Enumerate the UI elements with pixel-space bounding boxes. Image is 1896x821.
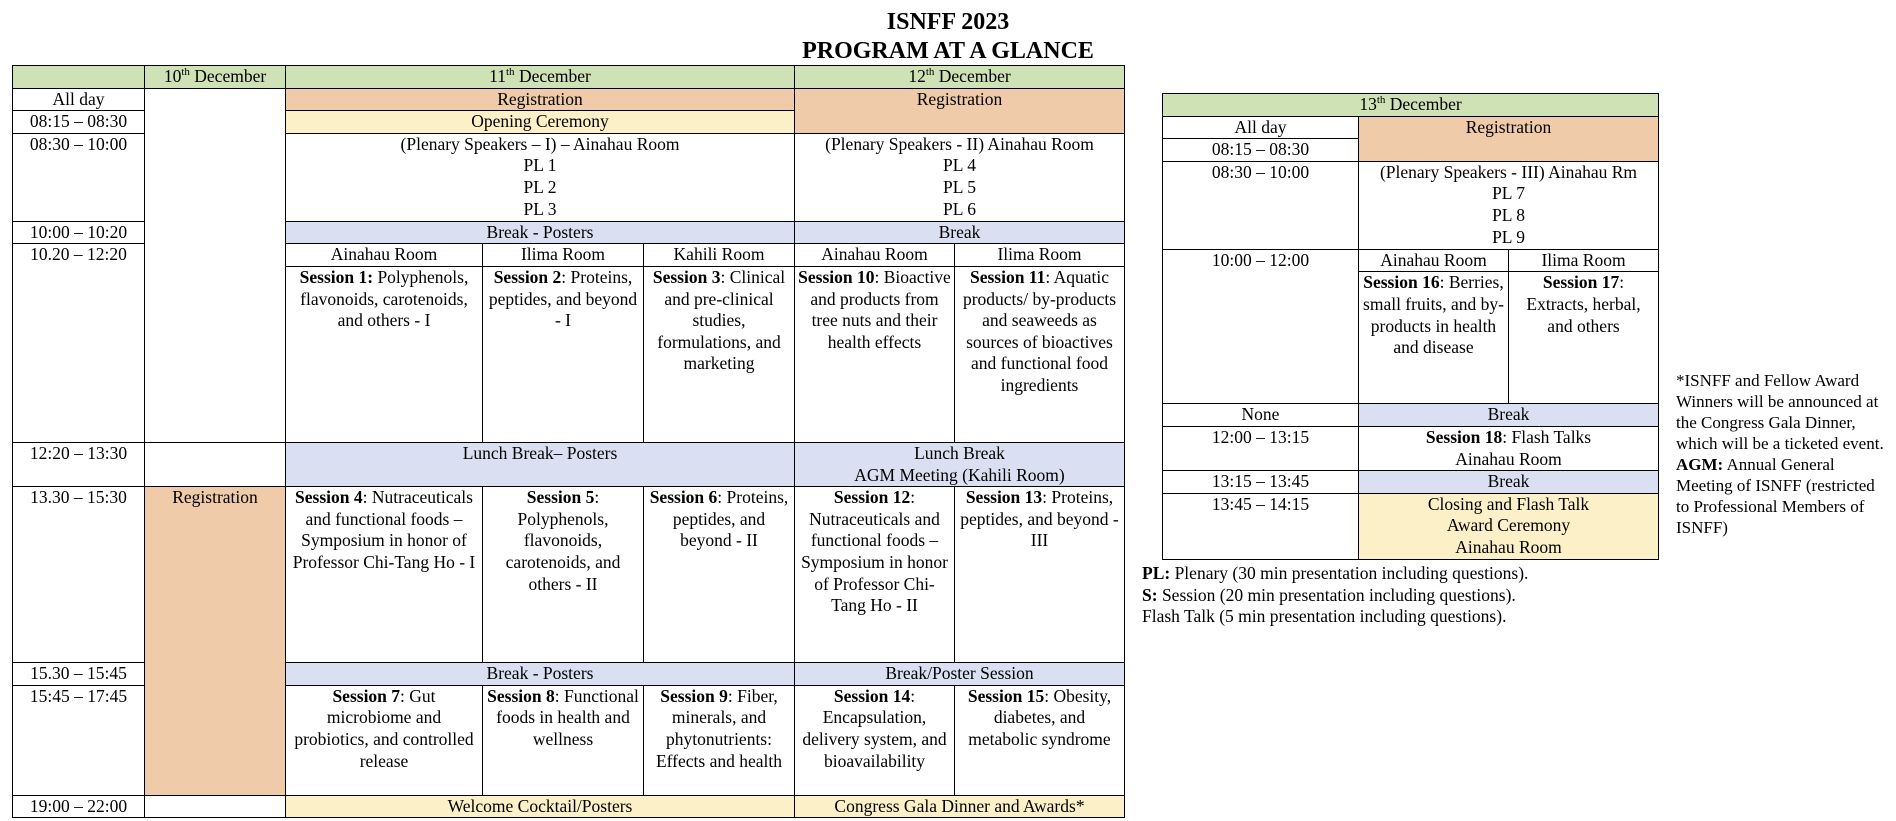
time-1220: 12:20 – 13:30 xyxy=(13,442,145,486)
header-dec-11: 11th December xyxy=(286,66,795,89)
dec13-time-1000: 10:00 – 12:00 xyxy=(1163,249,1359,404)
plenary-dec11-title: (Plenary Speakers – I) – Ainahau Room xyxy=(400,133,680,154)
plenary-pl2: PL 2 xyxy=(523,176,557,197)
plenary-pl7: PL 7 xyxy=(1492,183,1525,204)
agm-note: AGM: Annual General Meeting of ISNFF (restricted to Professional Members of ISNFF) xyxy=(1676,455,1875,537)
dec13-time-none: None xyxy=(1163,404,1359,427)
plenary-pl8: PL 8 xyxy=(1492,204,1525,225)
session-12: Session 12: Nutraceuticals and functional foods – Symposium in honor of Professor Chi-Tang Ho - II xyxy=(795,487,955,663)
session-7: Session 7: Gut microbiome and probiotics, and controlled release xyxy=(286,685,483,795)
dec13-time-0815: 08:15 – 08:30 xyxy=(1163,139,1359,162)
header-blank xyxy=(13,66,145,89)
registration-dec10: Registration xyxy=(145,487,286,796)
closing-line1: Closing and Flash Talk xyxy=(1427,493,1590,514)
legend-flash: Flash Talk (5 min presentation including questions). xyxy=(1142,606,1507,626)
gala-dinner: Congress Gala Dinner and Awards* xyxy=(795,795,1125,818)
header-dec-13: 13th December xyxy=(1163,94,1659,117)
session-17: Session 17: Extracts, herbal, and others xyxy=(1509,272,1659,404)
dec10-evening-empty xyxy=(145,795,286,818)
time-1530: 15.30 – 15:45 xyxy=(13,663,145,686)
session-13: Session 13: Proteins, peptides, and beyond - III xyxy=(955,487,1125,663)
page-title: ISNFF 2023 xyxy=(886,9,1010,35)
break-posters-afternoon: Break - Posters xyxy=(286,663,795,686)
session-6: Session 6: Proteins, peptides, and beyond - II xyxy=(644,487,795,663)
plenary-dec12 xyxy=(795,133,1125,221)
session-18: Session 18: Flash Talks Ainahau Room xyxy=(1359,426,1659,470)
dec13-time-1345: 13:45 – 14:15 xyxy=(1163,493,1359,559)
dec13-time-allday: All day xyxy=(1163,116,1359,139)
header-dec-10: 10th December xyxy=(145,66,286,89)
lunch-dec12 xyxy=(795,442,1125,486)
room-ilima-1: Ilima Room xyxy=(483,244,644,267)
dec13-schedule-table xyxy=(1162,93,1659,560)
session-18-room: Ainahau Room xyxy=(1455,448,1562,469)
break-poster-session: Break/Poster Session xyxy=(795,663,1125,686)
session-14: Session 14: Encapsulation, delivery system, and bioavailability xyxy=(795,685,955,795)
session-9: Session 9: Fiber, minerals, and phytonutrients: Effects and health xyxy=(644,685,795,795)
plenary-dec13-title: (Plenary Speakers - III) Ainahau Rm xyxy=(1379,161,1638,182)
dec10-morning-empty xyxy=(145,88,286,442)
plenary-pl3: PL 3 xyxy=(523,198,557,219)
session-2: Session 2: Proteins, peptides, and beyond - I xyxy=(483,266,644,442)
award-note xyxy=(1676,370,1890,538)
time-1000: 10:00 – 10:20 xyxy=(13,221,145,244)
closing-line2: Award Ceremony xyxy=(1446,515,1571,536)
time-1330: 13.30 – 15:30 xyxy=(13,487,145,663)
legend xyxy=(1142,563,1562,628)
dec13-time-1200: 12:00 – 13:15 xyxy=(1163,426,1359,470)
time-0830: 08:30 – 10:00 xyxy=(13,133,145,221)
plenary-pl5: PL 5 xyxy=(943,176,976,197)
session-4: Session 4: Nutraceuticals and functional foods – Symposium in honor of Professor Chi-Tang Ho - I xyxy=(286,487,483,663)
plenary-pl9: PL 9 xyxy=(1492,226,1525,247)
session-15: Session 15: Obesity, diabetes, and metabolic syndrome xyxy=(955,685,1125,795)
dec13-room-ainahau: Ainahau Room xyxy=(1359,249,1509,272)
session-8: Session 8: Functional foods in health and wellness xyxy=(483,685,644,795)
plenary-pl1: PL 1 xyxy=(523,155,557,176)
dec10-lunch-empty xyxy=(145,442,286,486)
registration-dec11: Registration xyxy=(286,88,795,111)
time-1545: 15:45 – 17:45 xyxy=(13,685,145,795)
lunch-break-label: Lunch Break xyxy=(914,442,1005,463)
session-16: Session 16: Berries, small fruits, and by-products in health and disease xyxy=(1359,272,1509,404)
time-allday: All day xyxy=(13,88,145,111)
plenary-dec13 xyxy=(1359,161,1659,249)
time-0815: 08:15 – 08:30 xyxy=(13,111,145,134)
dec13-break-1: Break xyxy=(1359,404,1659,427)
lunch-dec11: Lunch Break– Posters xyxy=(286,442,795,486)
room-ilima-2: Ilima Room xyxy=(955,244,1125,267)
dec13-break-2: Break xyxy=(1359,471,1659,494)
dec13-time-0830: 08:30 – 10:00 xyxy=(1163,161,1359,249)
time-1020: 10.20 – 12:20 xyxy=(13,244,145,443)
award-note-text: *ISNFF and Fellow Award Winners will be announced at the Congress Gala Dinner, which will be a ticketed event. xyxy=(1676,371,1884,453)
session-10: Session 10: Bioactive and products from tree nuts and their health effects xyxy=(795,266,955,442)
welcome-cocktail: Welcome Cocktail/Posters xyxy=(286,795,795,818)
legend-plenary: PL: Plenary (30 min presentation including questions). xyxy=(1142,563,1529,583)
closing-line3: Ainahau Room xyxy=(1455,536,1562,557)
header-dec-12: 12th December xyxy=(795,66,1125,89)
plenary-pl4: PL 4 xyxy=(943,155,976,176)
legend-session: S: Session (20 min presentation including questions). xyxy=(1142,584,1516,605)
plenary-pl6: PL 6 xyxy=(943,198,976,219)
session-5: Session 5: Polyphenols, flavonoids, carotenoids, and others - II xyxy=(483,487,644,663)
page-subtitle: PROGRAM AT A GLANCE xyxy=(802,38,1094,64)
registration-dec12: Registration xyxy=(795,88,1125,133)
dec13-room-ilima: Ilima Room xyxy=(1509,249,1659,272)
room-ainahau-1: Ainahau Room xyxy=(286,244,483,267)
plenary-dec12-title: (Plenary Speakers - II) Ainahau Room xyxy=(825,133,1094,154)
break-dec12-morning: Break xyxy=(795,221,1125,244)
break-posters-morning: Break - Posters xyxy=(286,221,795,244)
session-3: Session 3: Clinical and pre-clinical studies, formulations, and marketing xyxy=(644,266,795,442)
plenary-dec11 xyxy=(286,133,795,221)
time-1900: 19:00 – 22:00 xyxy=(13,795,145,818)
opening-ceremony: Opening Ceremony xyxy=(286,111,795,134)
main-schedule-table xyxy=(12,65,1125,818)
dec13-registration: Registration xyxy=(1359,116,1659,161)
closing-ceremony xyxy=(1359,493,1659,559)
dec13-time-1315: 13:15 – 13:45 xyxy=(1163,471,1359,494)
room-kahili-1: Kahili Room xyxy=(644,244,795,267)
session-11: Session 11: Aquatic products/ by-products and seaweeds as sources of bioactives and functional food ingredients xyxy=(955,266,1125,442)
room-ainahau-2: Ainahau Room xyxy=(795,244,955,267)
session-1: Session 1: Polyphenols, flavonoids, carotenoids, and others - I xyxy=(286,266,483,442)
agm-meeting-label: AGM Meeting (Kahili Room) xyxy=(854,464,1065,485)
